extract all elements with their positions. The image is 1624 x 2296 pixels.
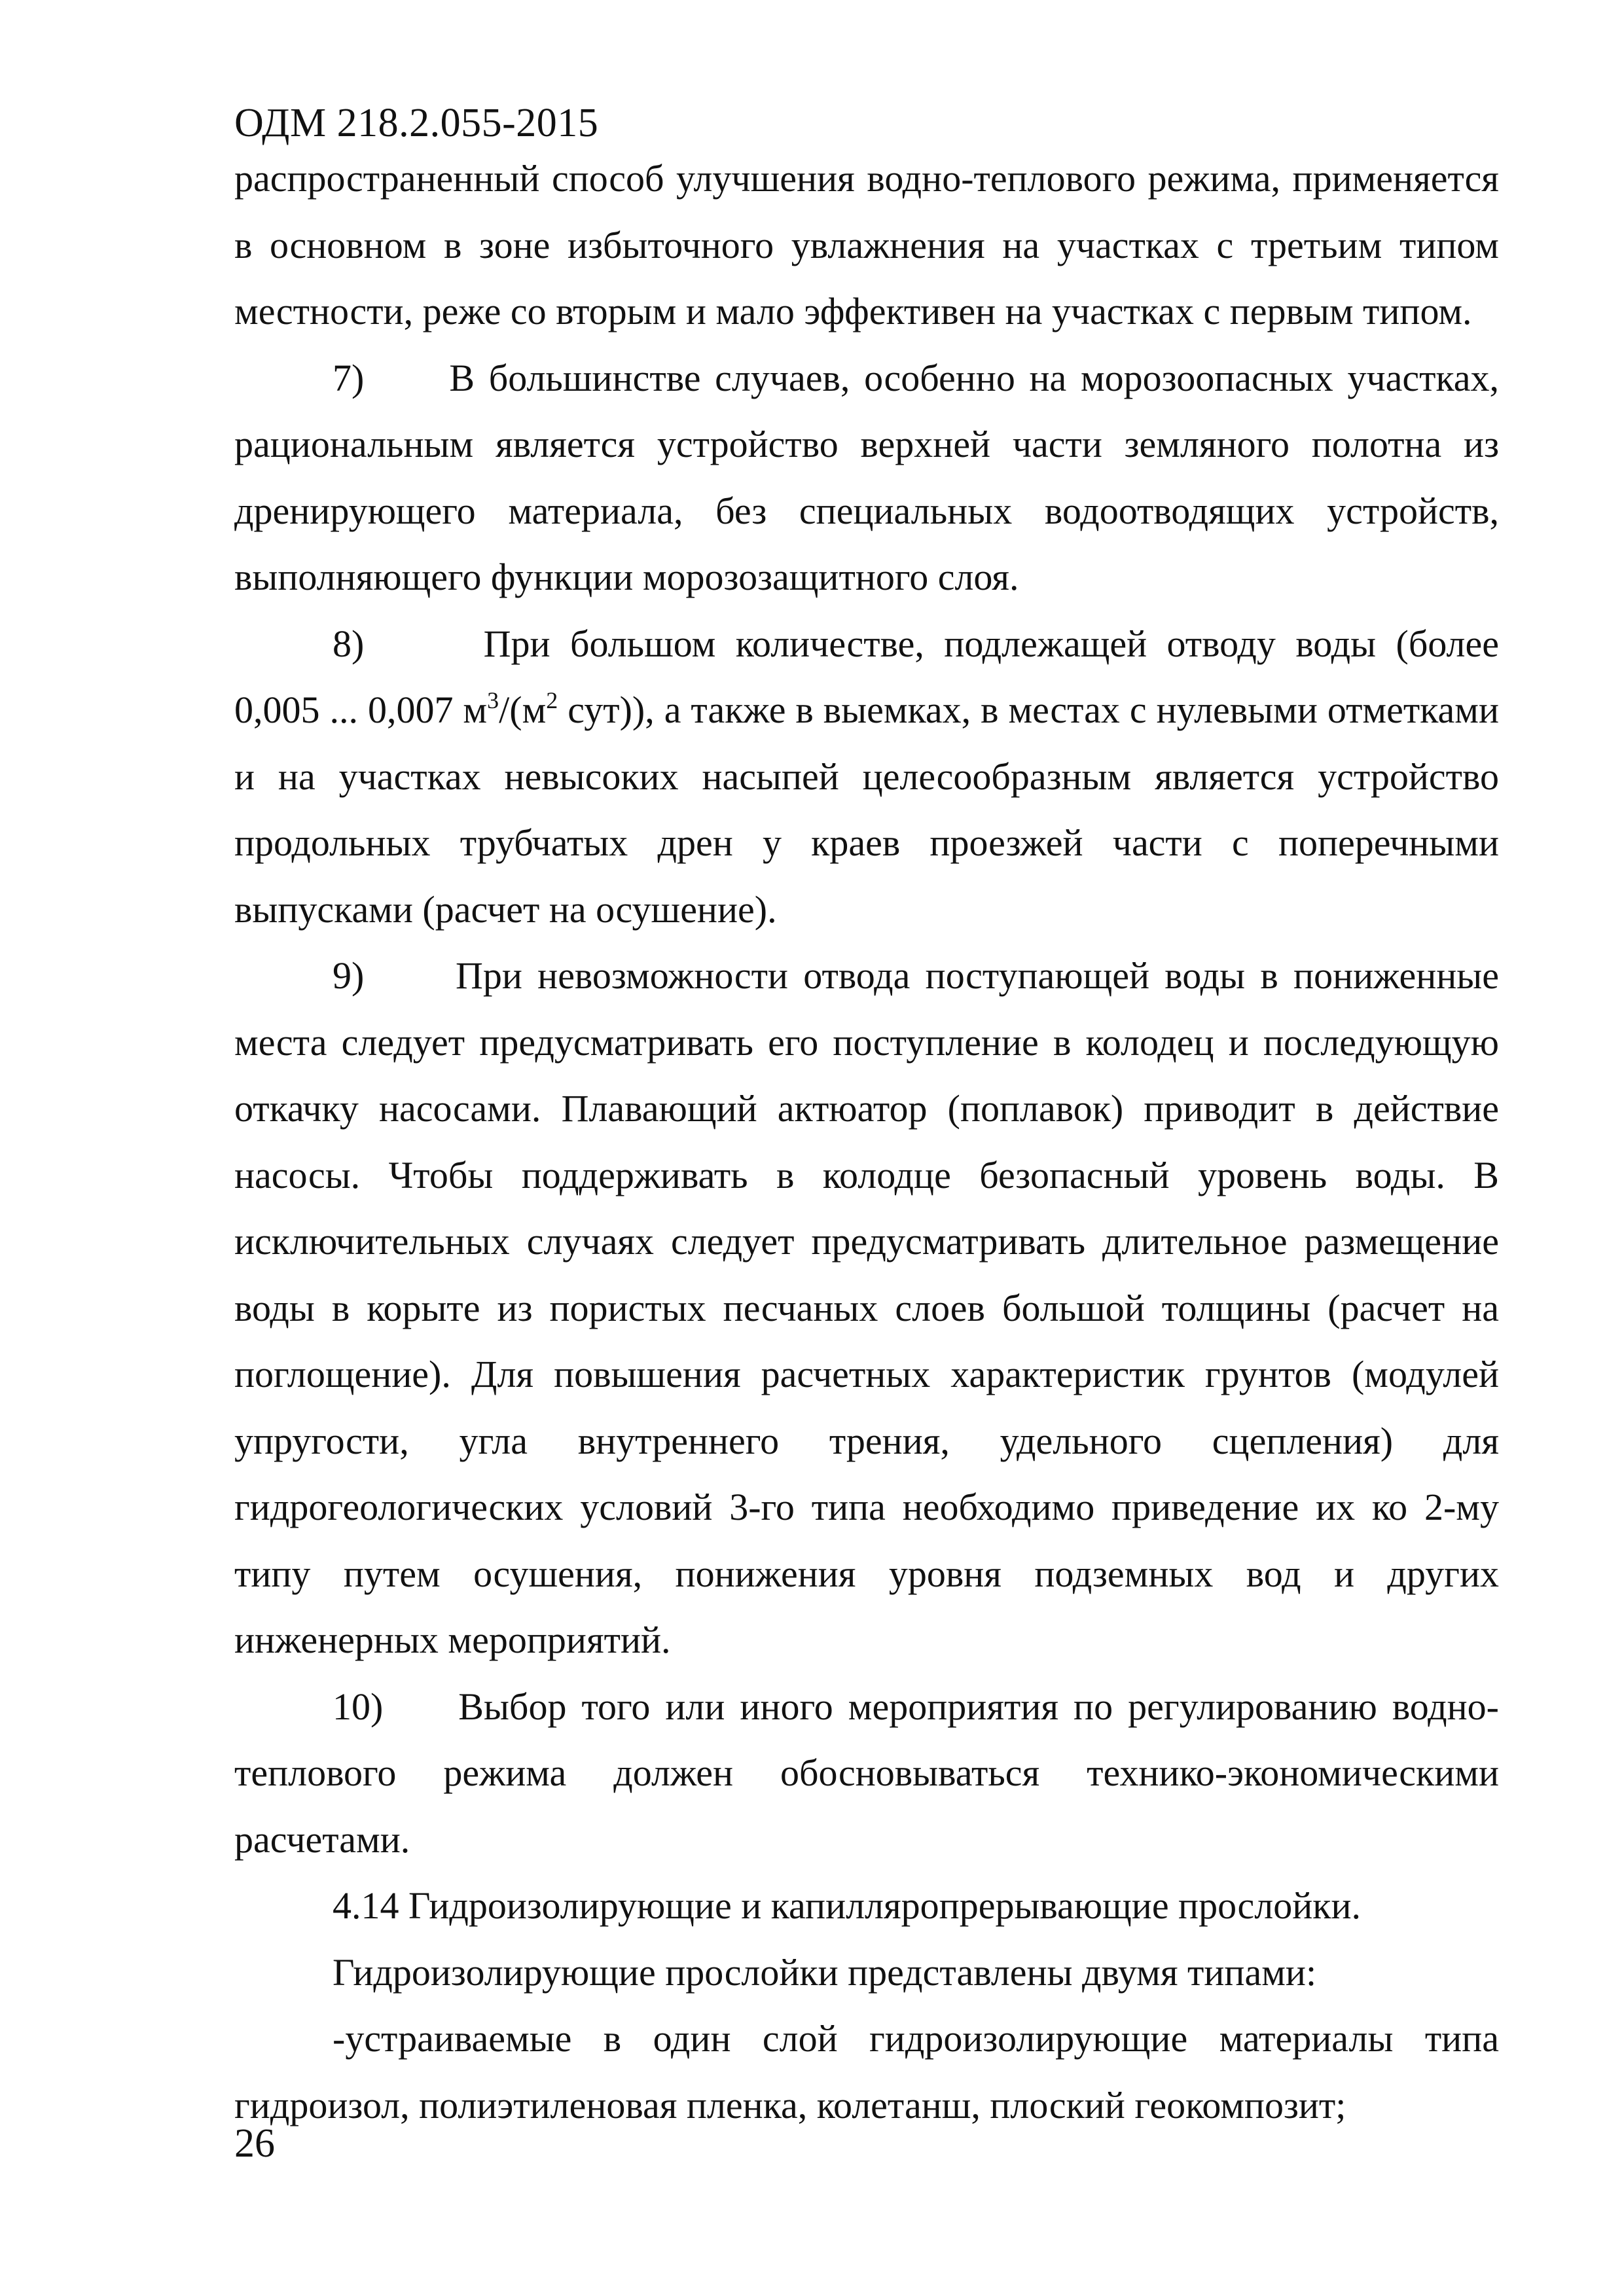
text-line: типу путем осушения, понижения уровня подземных вод и других (234, 1552, 1499, 1595)
section-heading-4-14: 4.14 Гидроизолирующие и капилляропрерывающие прослойки. (333, 1884, 1361, 1927)
text-line: теплового режима должен обосновываться технико-экономическими (234, 1751, 1499, 1794)
units-text-before: 0,005 ... 0,007 м (234, 689, 488, 731)
text-line: места следует предусматривать его поступление в колодец и последующую (234, 1020, 1499, 1064)
text-line: насосы. Чтобы поддерживать в колодце безопасный уровень воды. В (234, 1153, 1499, 1196)
superscript-2: 2 (546, 687, 558, 713)
text-line: выполняющего функции морозозащитного слоя. (234, 556, 1019, 598)
superscript-3: 3 (487, 687, 499, 713)
document-code-header: ОДМ 218.2.055-2015 (234, 101, 599, 145)
text-line-with-units (234, 677, 1499, 744)
text-line: поглощение). Для повышения расчетных характеристик грунтов (модулей (234, 1353, 1499, 1395)
text-line: гидроизол, полиэтиленовая пленка, колетанш, плоский геокомпозит; (234, 2083, 1346, 2126)
text-line: расчетами. (234, 1818, 410, 1861)
list-item-9-line: 9) При невозможности отвода поступающей воды в пониженные (333, 954, 1499, 997)
document-body (234, 145, 1499, 2138)
text-line: Гидроизолирующие прослойки представлены двумя типами: (333, 1950, 1317, 1994)
text-line: упругости, угла внутреннего трения, удельного сцепления) для (234, 1419, 1499, 1462)
text-line: местности, реже со вторым и мало эффективен на участках с первым типом. (234, 290, 1472, 332)
list-item-10-line: 10) Выбор того или иного мероприятия по регулированию водно- (333, 1685, 1499, 1728)
list-item-8-line: 8) При большом количестве, подлежащей отводу воды (более (333, 622, 1499, 665)
text-line: выпусками (расчет на осушение). (234, 888, 777, 931)
text-line: исключительных случаях следует предусматривать длительное размещение (234, 1220, 1499, 1263)
text-line: откачку насосами. Плавающий актюатор (поплавок) приводит в действие (234, 1087, 1499, 1130)
text-line: и на участках невысоких насыпей целесообразным является устройство (234, 755, 1499, 798)
text-line: дренирующего материала, без специальных водоотводящих устройств, (234, 489, 1499, 532)
text-line: рациональным является устройство верхней части земляного полотна из (234, 423, 1499, 465)
text-line: инженерных мероприятий. (234, 1619, 671, 1661)
text-line: в основном в зоне избыточного увлажнения на участках с третьим типом (234, 223, 1499, 266)
text-line: воды в корыте из пористых песчаных слоев большой толщины (расчет на (234, 1286, 1499, 1329)
page-number: 26 (234, 2121, 275, 2166)
text-line: распространенный способ улучшения водно-теплового режима, применяется (234, 157, 1499, 200)
text-line: -устраиваемые в один слой гидроизолирующие материалы типа (333, 2017, 1499, 2060)
units-text-middle: /(м (499, 689, 547, 731)
list-item-7-line: 7) В большинстве случаев, особенно на морозоопасных участках, (333, 356, 1499, 399)
text-line: продольных трубчатых дрен у краев проезжей части с поперечными (234, 821, 1499, 864)
units-text-after: сут)), а также в выемках, в местах с нулевыми отметками (558, 689, 1500, 731)
text-line: гидрогеологических условий 3-го типа необходимо приведение их ко 2-му (234, 1486, 1499, 1528)
